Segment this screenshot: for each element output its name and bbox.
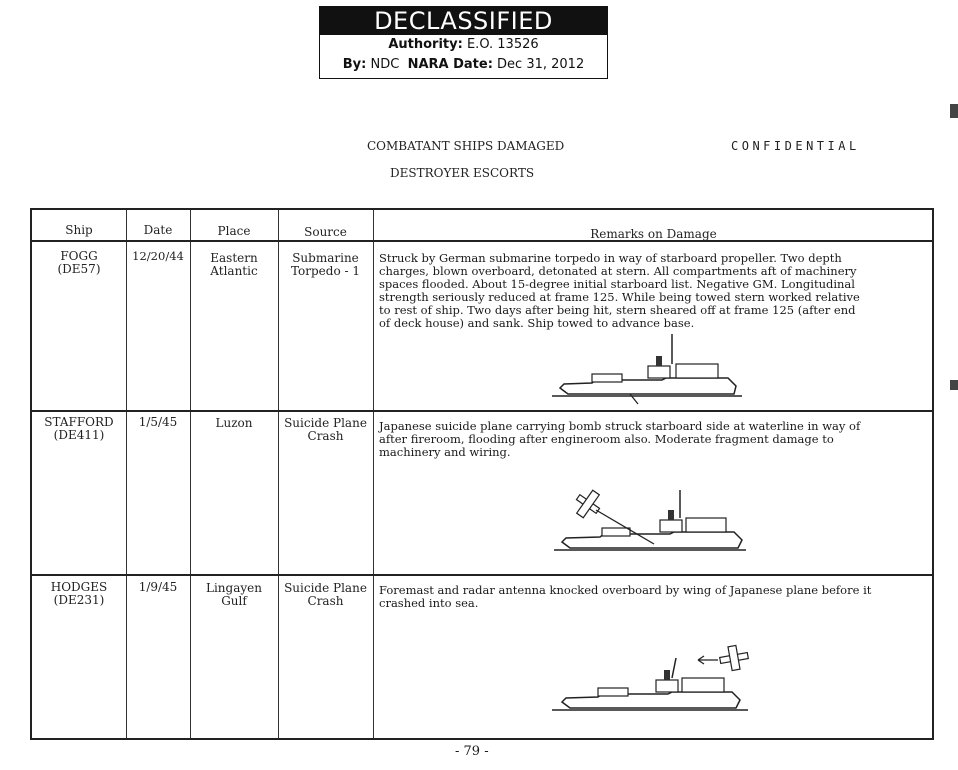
damage-source: Submarine Torpedo - 1: [290, 251, 361, 278]
damage-table: [30, 208, 934, 740]
damage-place: Lingayen Gulf: [206, 581, 262, 608]
stamp-authority: [320, 35, 607, 55]
page-title: COMBATANT SHIPS DAMAGED: [367, 139, 565, 153]
stamp-authority-value: E.O. 13526: [466, 37, 539, 52]
damage-source: Suicide Plane Crash: [284, 416, 367, 443]
ship-name: HODGES: [50, 580, 108, 594]
damage-date: 12/20/44: [132, 249, 184, 263]
column-divider: [126, 210, 127, 738]
stamp-nara-value: Dec 31, 2012: [497, 57, 585, 72]
page-subtitle: DESTROYER ESCORTS: [390, 166, 535, 180]
column-divider: [373, 210, 374, 738]
column-divider: [190, 210, 191, 738]
classification-marking: CONFIDENTIAL: [731, 139, 860, 153]
scan-edge-mark: [950, 104, 958, 118]
column-header-source: Source: [304, 225, 347, 239]
damage-place: Luzon: [215, 416, 253, 430]
stamp-heading: DECLASSIFIED: [320, 7, 607, 35]
damage-date: 1/9/45: [138, 580, 178, 594]
stamp-nara-label: NARA Date:: [407, 57, 493, 72]
ship-name: STAFFORD: [44, 415, 114, 429]
column-header-ship: Ship: [65, 223, 93, 237]
damage-source: Suicide Plane Crash: [284, 581, 367, 608]
ship-name: FOGG: [60, 249, 98, 263]
column-header-date: Date: [143, 223, 173, 237]
column-header-place: Place: [217, 224, 251, 238]
damage-remarks: Japanese suicide plane carrying bomb struck starboard side at waterline in way of after fireroom, flooding after engineroom also. Moderate fragment damage to machinery and wiring.: [379, 419, 861, 459]
stamp-authority-label: Authority:: [388, 37, 463, 52]
scan-edge-mark: [950, 380, 958, 390]
mast-strike-illustration: [552, 638, 762, 720]
column-divider: [278, 210, 279, 738]
ship-hull-number: (DE57): [57, 262, 101, 276]
declassified-stamp: [319, 6, 608, 79]
stamp-by: [320, 55, 607, 75]
stamp-by-label: By:: [342, 57, 367, 72]
stamp-by-value: NDC: [370, 57, 400, 72]
row-divider: [32, 574, 932, 576]
destroyer-escort-illustration: [552, 334, 742, 406]
ship-hull-number: (DE231): [53, 593, 105, 607]
column-header-remarks: Remarks on Damage: [590, 227, 717, 241]
page-number: - 79 -: [455, 744, 489, 759]
damage-remarks: Foremast and radar antenna knocked overboard by wing of Japanese plane before it crashed into sea.: [379, 583, 872, 610]
row-divider: [32, 410, 932, 412]
damage-remarks: Struck by German submarine torpedo in way of starboard propeller. Two depth charges, blown overboard, detonated at stern. All compartments aft of machinery spaces flooded. About 15-degree initial starboard list. Negative GM. Longitudinal strength seriously reduced at frame 125. While being towed stern worked relative to rest of ship. Two days after being hit, stern sheared off at frame 125 (after end of deck house) and sank. Ship towed to advance base.: [379, 251, 860, 330]
damage-date: 1/5/45: [138, 415, 178, 429]
damage-place: Eastern Atlantic: [210, 251, 258, 278]
suicide-plane-strike-illustration: [550, 488, 750, 560]
ship-hull-number: (DE411): [53, 428, 105, 442]
